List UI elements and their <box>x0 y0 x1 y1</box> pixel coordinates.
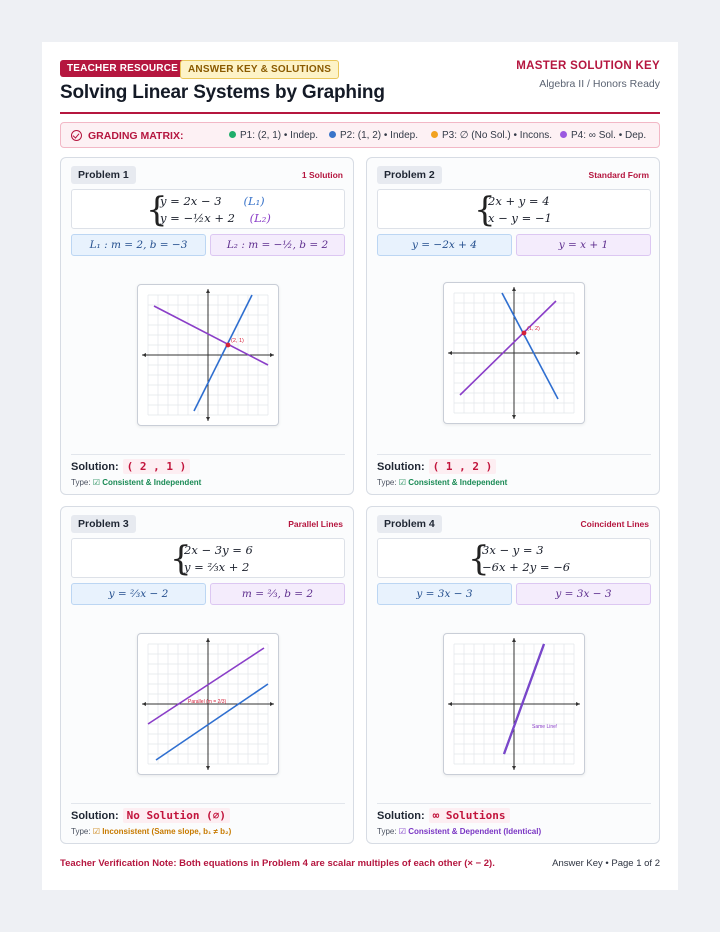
coordinate-plane <box>444 283 584 423</box>
header <box>60 60 660 116</box>
problem-note: 1 Solution <box>301 170 343 180</box>
solution-value: ( 1 , 2 ) <box>429 459 497 474</box>
problem-card-3 <box>60 506 354 844</box>
equation-1: 3x − y = 3 <box>482 543 544 557</box>
header-rule <box>60 112 660 114</box>
type-value: ☑ Inconsistent (Same slope, b₁ ≠ b₂) <box>92 827 232 836</box>
course-subtitle: Algebra II / Honors Ready <box>539 78 660 90</box>
problem-note: Standard Form <box>588 170 649 180</box>
graph <box>443 282 585 424</box>
green-dot-icon <box>229 131 236 138</box>
solution-line: Solution: ( 1 , 2 ) <box>377 460 496 473</box>
line-tag-l1: (L₁) <box>243 194 265 208</box>
point-label: (1, 2) <box>527 326 540 332</box>
type-value: ☑ Consistent & Independent <box>92 478 202 487</box>
blue-dot-icon <box>329 131 336 138</box>
coordinate-plane <box>138 634 278 774</box>
problem-title: Problem 1 <box>71 166 136 184</box>
problem-note: Parallel Lines <box>288 519 343 529</box>
equation-1: 2x − 3y = 6 <box>184 543 253 557</box>
same-line-label: Same Line! <box>532 724 558 730</box>
graph <box>137 633 279 775</box>
slope-form-b: L₂ : m = −½, b = 2 <box>210 234 345 256</box>
grading-item-p2: P2: (1, 2) • Indep. <box>329 130 418 141</box>
grading-label: GRADING MATRIX: <box>88 130 184 142</box>
problem-card-1 <box>60 157 354 495</box>
coordinate-plane <box>444 634 584 774</box>
solution-line: Solution: No Solution (∅) <box>71 809 230 822</box>
intersection-point <box>226 343 231 348</box>
line-tag-l2: (L₂) <box>249 211 271 225</box>
slope-form-a: y = −2x + 4 <box>377 234 512 256</box>
problem-title: Problem 3 <box>71 515 136 533</box>
teacher-resource-tag: TEACHER RESOURCE <box>60 60 185 77</box>
slope-form-b: m = ⅔, b = 2 <box>210 583 345 605</box>
slope-form-a: L₁ : m = 2, b = −3 <box>71 234 206 256</box>
equation-system <box>377 189 651 229</box>
grading-item-p3: P3: ∅ (No Sol.) • Incons. <box>431 130 552 141</box>
page-number: Answer Key • Page 1 of 2 <box>552 858 660 869</box>
equation-system <box>71 538 345 578</box>
slope-form-a: y = 3x − 3 <box>377 583 512 605</box>
purple-dot-icon <box>560 131 567 138</box>
coordinate-plane <box>138 285 278 425</box>
problem-card-2 <box>366 157 660 495</box>
solution-line: Solution: ∞ Solutions <box>377 809 510 822</box>
type-line: Type: ☑ Consistent & Independent <box>377 478 508 487</box>
worksheet-page <box>42 42 678 890</box>
line-b <box>460 301 556 395</box>
verification-note: Teacher Verification Note: Both equations in Problem 4 are scalar multiples of each other (× − 2). <box>60 858 495 869</box>
graph <box>443 633 585 775</box>
page-title: Solving Linear Systems by Graphing <box>60 82 385 103</box>
grading-item-p1: P1: (2, 1) • Indep. <box>229 130 318 141</box>
equation-2: x − y = −1 <box>488 211 552 225</box>
line-lower <box>156 684 268 760</box>
answer-key-tag: ANSWER KEY & SOLUTIONS <box>180 60 339 79</box>
type-line: Type: ☑ Inconsistent (Same slope, b₁ ≠ b₂) <box>71 827 232 836</box>
equation-system <box>71 189 345 229</box>
equation-1: 2x + y = 4 <box>488 194 550 208</box>
equation-2: y = −½x + 2 <box>160 211 235 225</box>
brace-icon: { <box>146 190 168 230</box>
slope-form-b: y = x + 1 <box>516 234 651 256</box>
type-line: Type: ☑ Consistent & Dependent (Identical) <box>377 827 542 836</box>
point-label: (2, 1) <box>231 338 244 344</box>
type-value: ☑ Consistent & Dependent (Identical) <box>398 827 542 836</box>
type-line: Type: ☑ Consistent & Independent <box>71 478 202 487</box>
graph <box>137 284 279 426</box>
equation-1: y = 2x − 3 <box>160 194 222 208</box>
slope-form-b: y = 3x − 3 <box>516 583 651 605</box>
equation-2: y = ⅔x + 2 <box>184 560 250 574</box>
line-upper <box>148 648 264 724</box>
problem-title: Problem 4 <box>377 515 442 533</box>
parallel-label: Parallel (m = 2/3) <box>188 699 227 705</box>
master-key-label: MASTER SOLUTION KEY <box>516 60 660 72</box>
problem-card-4 <box>366 506 660 844</box>
orange-dot-icon <box>431 131 438 138</box>
solution-value: No Solution (∅) <box>123 808 230 823</box>
problem-title: Problem 2 <box>377 166 442 184</box>
brace-icon: { <box>170 539 192 579</box>
brace-icon: { <box>474 190 496 230</box>
intersection-point <box>522 331 527 336</box>
grading-matrix <box>60 122 660 148</box>
grading-item-p4: P4: ∞ Sol. • Dep. <box>560 130 646 141</box>
solution-value: ( 2 , 1 ) <box>123 459 191 474</box>
equation-system <box>377 538 651 578</box>
problem-note: Coincident Lines <box>580 519 649 529</box>
solution-line: Solution: ( 2 , 1 ) <box>71 460 190 473</box>
equation-2: −6x + 2y = −6 <box>482 560 571 574</box>
type-value: ☑ Consistent & Independent <box>398 478 508 487</box>
slope-form-a: y = ⅔x − 2 <box>71 583 206 605</box>
solution-value: ∞ Solutions <box>429 808 510 823</box>
brace-icon: { <box>468 539 490 579</box>
check-circle-icon <box>71 130 82 141</box>
